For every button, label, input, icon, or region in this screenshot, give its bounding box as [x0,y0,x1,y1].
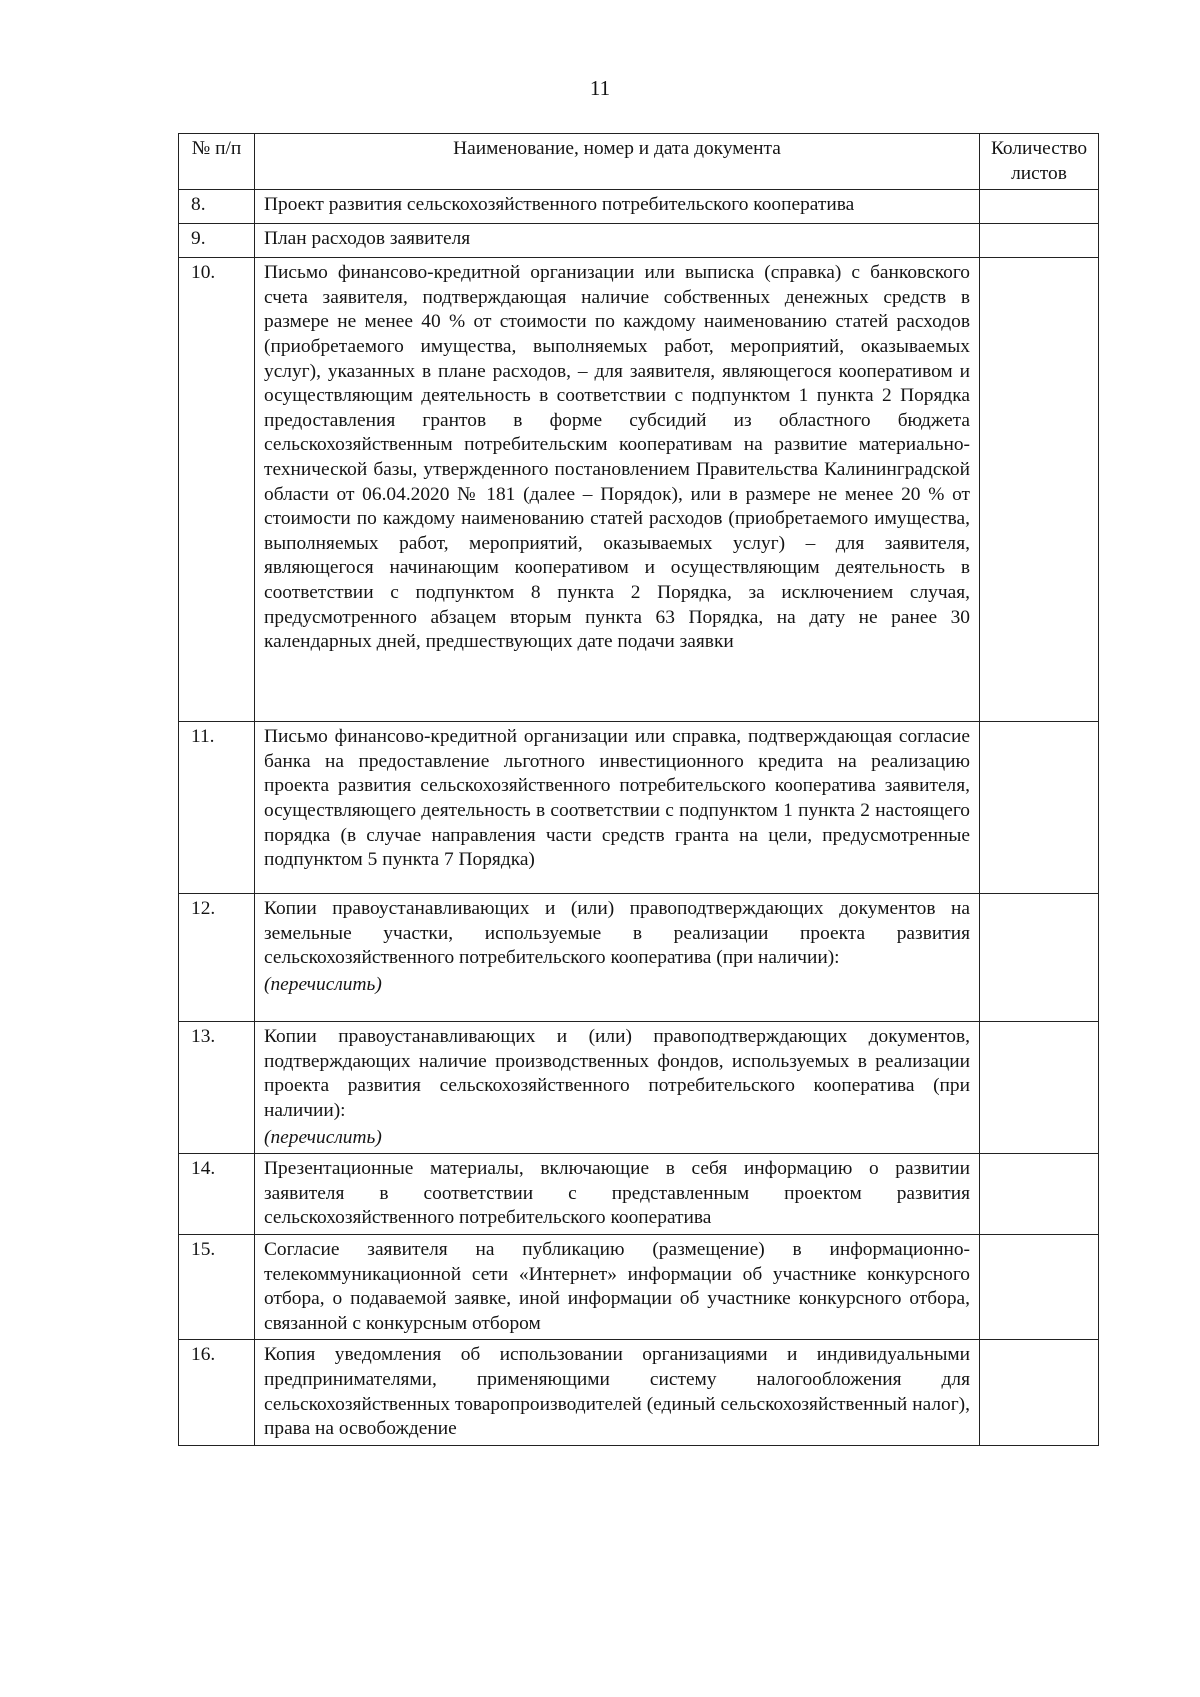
row-document-text: Презентационные материалы, включающие в себя информацию о развитии заявителя в соответствии с представленным проектом развития сельскохозяйственного потребительского кооператива [264,1158,970,1229]
row-document-name [255,894,980,1022]
row-sheet-count [980,258,1099,722]
row-hint: (перечислить) [264,973,382,995]
row-document-name [255,722,980,894]
row-document-name [255,1340,980,1445]
table-row [179,224,1099,258]
header-document-name: Наименование, номер и дата документа [255,134,980,190]
row-sheet-count [980,190,1099,224]
row-number: 13. [179,1022,255,1154]
row-sheet-count [980,1154,1099,1235]
row-sheet-count [980,1340,1099,1445]
row-document-name [255,1022,980,1154]
row-hint: (перечислить) [264,1126,382,1148]
row-document-text: Копии правоустанавливающих и (или) правоподтверждающих документов, подтверждающих наличие производственных фондов, используемых в реализации проекта развития сельскохозяйственного потребительского кооператива (при наличии): [264,1026,970,1121]
header-number: № п/п [179,134,255,190]
table-row [179,894,1099,1022]
table-row [179,1022,1099,1154]
table-row [179,1234,1099,1339]
row-document-text: Копия уведомления об использовании организациями и индивидуальными предпринимателями, применяющими систему налогообложения для сельскохозяйственных товаропроизводителей (единый сельскохозяйственный налог), права на освобождение [264,1344,970,1440]
table-row [179,1340,1099,1445]
row-document-text: Письмо финансово-кредитной организации или выписка (справка) с банковского счета заявителя, подтверждающая наличие собственных денежных средств в размере не менее 40 % от стоимости по каждому наименованию статей расходов (приобретаемого имущества, выполняемых работ, мероприятий, оказываемых услуг), указанных в плане расходов, – для заявителя, являющегося кооперативом и осуществляющим деятельность в соответствии с подпунктом 1 пункта 2 Порядка предоставления грантов в форме субсидий из областного бюджета сельскохозяйственным потребительским кооперативам на развитие материально-технической базы, утвержденного постановлением Правительства Калининградской области от 06.04.2020 № 181 (далее – Порядок), или в размере не менее 20 % от стоимости по каждому наименованию статей расходов (приобретаемого имущества, выполняемых работ, мероприятий, оказываемых услуг) – для заявителя, являющегося начинающим кооперативом и осуществляющим деятельность в соответствии с подпунктом 8 пункта 2 Порядка, за исключением случая, предусмотренного абзацем вторым пункта 63 Порядка, на дату не ранее 30 календарных дней, предшествующих дате подачи заявки [264,262,970,653]
row-sheet-count [980,722,1099,894]
documents-table [178,133,1099,1446]
page-number: 11 [589,76,611,100]
row-document-text: План расходов заявителя [264,228,471,250]
table-row [179,722,1099,894]
row-document-text: Согласие заявителя на публикацию (размещение) в информационно-телекоммуникационной сети «Интернет» информации об участнике конкурсного отбора, о подаваемой заявке, иной информации об участнике конкурсного отбора, связанной с конкурсным отбором [264,1238,970,1334]
table-header-row [179,134,1099,190]
row-sheet-count [980,1022,1099,1154]
row-document-name [255,190,980,224]
row-number: 16. [179,1340,255,1445]
row-number: 8. [179,190,255,224]
table-row [179,190,1099,224]
row-number: 15. [179,1234,255,1339]
row-sheet-count [980,1234,1099,1339]
row-document-text: Проект развития сельскохозяйственного потребительского кооператива [264,194,855,216]
row-document-text: Письмо финансово-кредитной организации или справка, подтверждающая согласие банка на предоставление льготного инвестиционного кредита на реализацию проекта развития сельскохозяйственного потребительского кооператива заявителя, осуществляющего деятельность в соответствии с подпунктом 1 пункта 2 настоящего порядка (в случае направления части средств гранта на цели, предусмотренные подпунктом 5 пункта 7 Порядка) [264,726,970,871]
row-sheet-count [980,894,1099,1022]
row-sheet-count [980,224,1099,258]
row-number: 12. [179,894,255,1022]
header-sheet-count: Количество листов [980,134,1099,190]
table-row [179,1154,1099,1235]
row-number: 9. [179,224,255,258]
row-number: 10. [179,258,255,722]
row-number: 11. [179,722,255,894]
row-document-name [255,1234,980,1339]
row-document-name [255,1154,980,1235]
row-number: 14. [179,1154,255,1235]
row-document-name [255,258,980,722]
table-row [179,258,1099,722]
row-document-name [255,224,980,258]
row-document-text: Копии правоустанавливающих и (или) правоподтверждающих документов на земельные участки, используемые в реализации проекта развития сельскохозяйственного потребительского кооператива (при наличии): [264,898,970,969]
